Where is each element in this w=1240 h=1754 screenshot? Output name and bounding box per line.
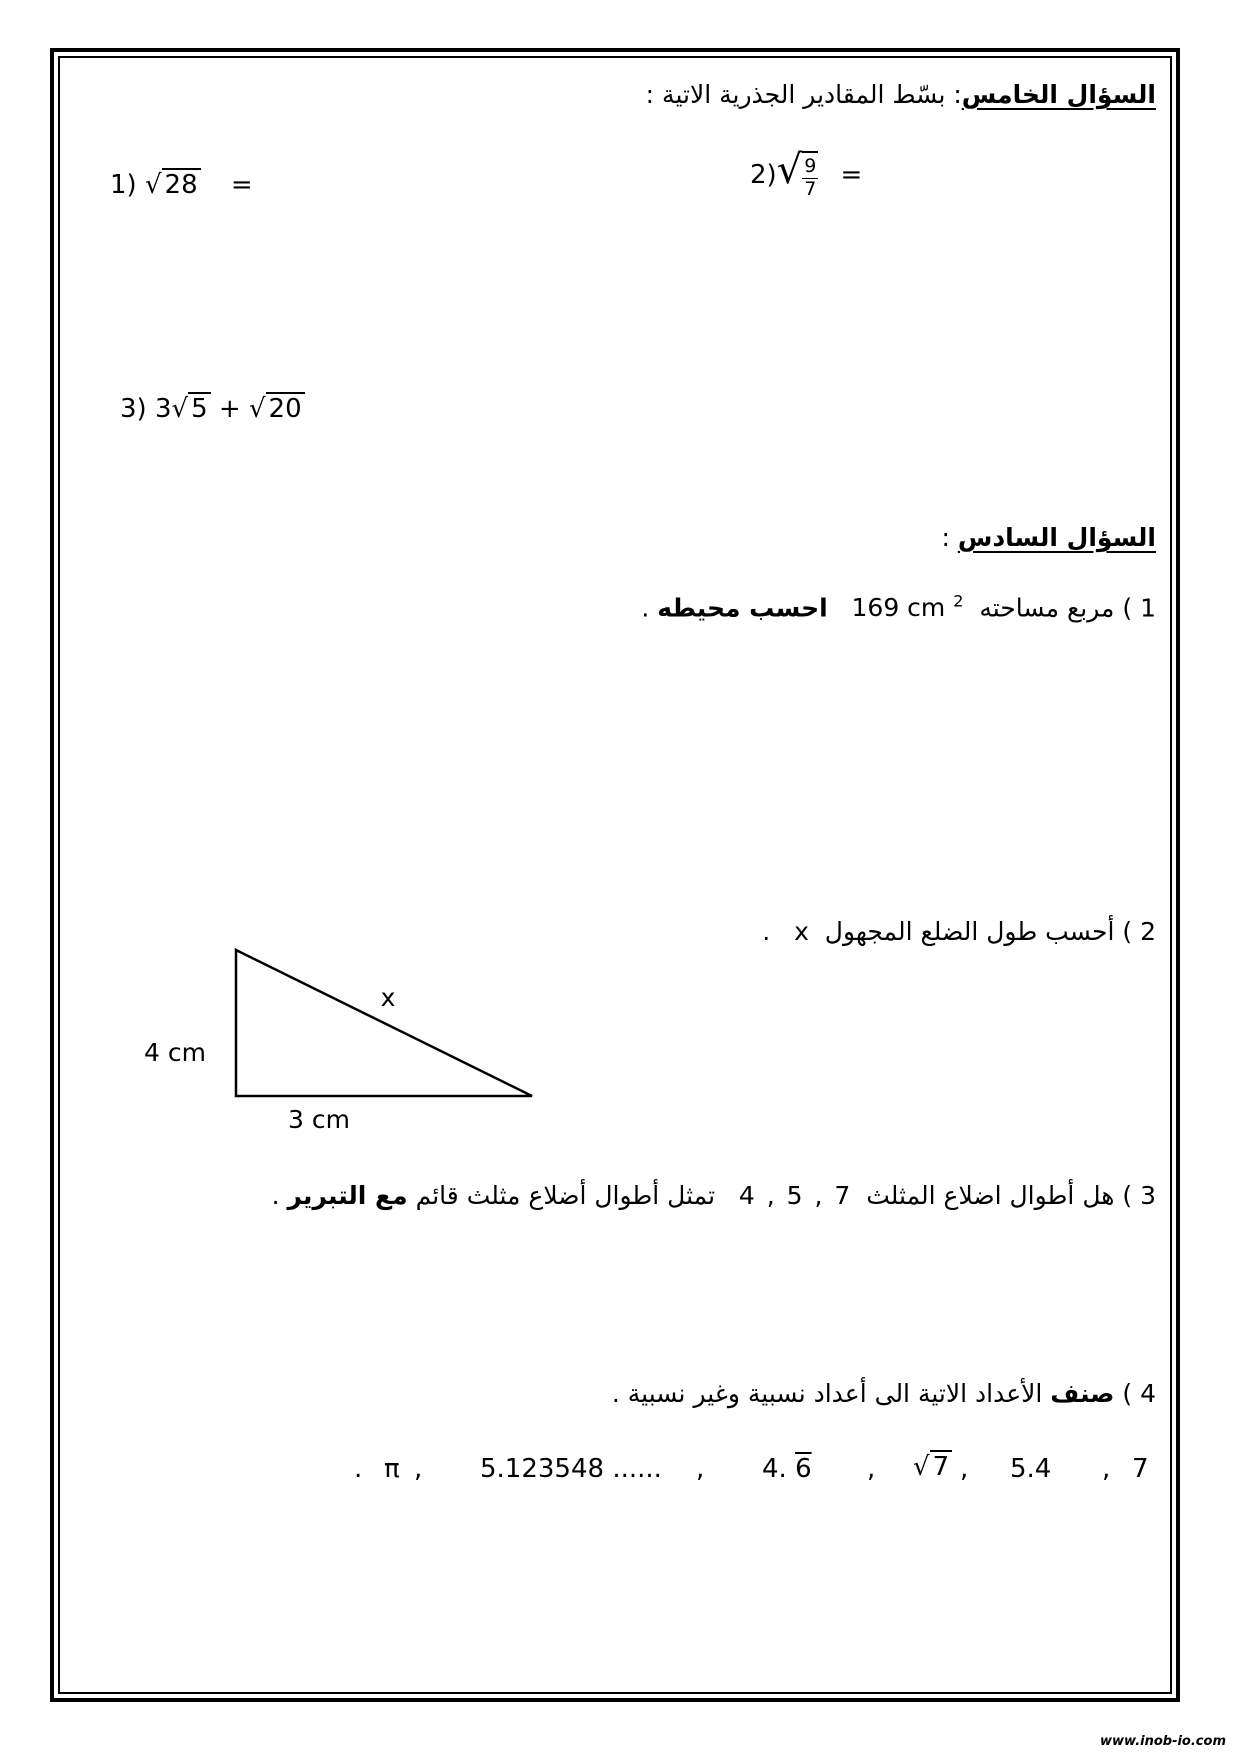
right-triangle-diagram bbox=[130, 940, 550, 1160]
sqrt-symbol: √ 20 bbox=[249, 392, 305, 423]
number-separator: , bbox=[960, 1454, 969, 1484]
q5-item-3-plus: + bbox=[218, 394, 241, 424]
number-decimal-long: 5.123548 ...... bbox=[480, 1454, 662, 1484]
number-separator: , bbox=[414, 1454, 423, 1484]
sqrt-symbol: √ bbox=[776, 147, 803, 193]
q5-heading: السؤال الخامس bbox=[961, 80, 1156, 109]
number-integer: 7 bbox=[1132, 1454, 1149, 1484]
footer-site: www.inob-io.com bbox=[1100, 1734, 1226, 1749]
q5-item-2-numerator: 9 bbox=[804, 154, 817, 177]
q6-part-2-end: . bbox=[762, 917, 771, 946]
q5-item-2 bbox=[750, 147, 863, 200]
number-repeating-int: 4. bbox=[762, 1454, 787, 1484]
q6-part-4-bold: صنف bbox=[1050, 1379, 1115, 1408]
number-repeating-decimal bbox=[762, 1454, 812, 1484]
q5-item-3-label: 3) bbox=[120, 394, 147, 424]
q6-part-2 bbox=[762, 919, 1156, 944]
q6-part-1-bold: احسب محيطه bbox=[657, 593, 828, 623]
triangle-base-label: 3 cm bbox=[288, 1105, 350, 1134]
q6-part-1-value: 169 cm bbox=[851, 593, 946, 623]
q5-item-2-equals: = bbox=[840, 160, 863, 190]
number-sqrt: √ 7 bbox=[913, 1450, 952, 1482]
q6-part-3-sides: 4 , 5 , 7 bbox=[738, 1181, 851, 1210]
q6-part-3-text-b: تمثل أطوال أضلاع مثلث قائم bbox=[415, 1181, 716, 1210]
number-separator: , bbox=[696, 1454, 705, 1484]
q5-item-1-label: 1) bbox=[110, 170, 137, 200]
q6-part-3-end: . bbox=[271, 1181, 280, 1210]
sqrt-symbol: √ 28 bbox=[145, 168, 201, 199]
number-separator: , bbox=[867, 1454, 876, 1484]
number-decimal-short: 5.4 bbox=[1010, 1454, 1052, 1484]
q5-item-1-equals: = bbox=[230, 170, 253, 200]
q6-part-1-end: . bbox=[641, 593, 650, 623]
q6-part-2-text: أحسب طول الضلع المجهول bbox=[824, 917, 1115, 946]
number-repeating-digit: 6 bbox=[795, 1454, 812, 1484]
q5-heading-line bbox=[646, 82, 1156, 107]
q6-part-2-num: 2 ) bbox=[1122, 917, 1156, 946]
triangle-shape bbox=[236, 950, 532, 1096]
q5-item-3-radicand-a: 5 bbox=[188, 392, 211, 423]
q6-part-3-text-a: هل أطوال اضلاع المثلث bbox=[866, 1181, 1115, 1210]
q6-part-3-num: 3 ) bbox=[1122, 1181, 1156, 1210]
q6-part-1-value-group bbox=[852, 593, 964, 622]
q5-item-2-denominator: 7 bbox=[804, 177, 817, 200]
q6-part-1-exp: 2 bbox=[953, 592, 964, 611]
number-sqrt-radicand: 7 bbox=[930, 1450, 953, 1481]
number-pi: π bbox=[384, 1454, 400, 1484]
q5-item-2-fraction bbox=[802, 151, 818, 201]
q5-item-1 bbox=[110, 168, 253, 199]
triangle-hypotenuse-label: x bbox=[380, 983, 396, 1012]
number-separator: , bbox=[1102, 1454, 1111, 1484]
sqrt-symbol: √ 5 bbox=[172, 392, 211, 423]
q5-instruction: : بسّط المقادير الجذرية الاتية : bbox=[645, 80, 962, 109]
q6-heading-line bbox=[941, 525, 1156, 550]
q6-heading: السؤال السادس bbox=[957, 523, 1156, 552]
q5-item-1-radicand: 28 bbox=[162, 168, 201, 199]
q6-part-4-text: الأعداد الاتية الى أعداد نسبية وغير نسبية bbox=[627, 1379, 1043, 1408]
q6-part-2-var: x bbox=[794, 917, 809, 946]
q6-part-1 bbox=[641, 592, 1156, 623]
q6-part-4-end: . bbox=[611, 1379, 620, 1408]
q5-item-3-radicand-b: 20 bbox=[266, 392, 305, 423]
q6-part-3 bbox=[272, 1183, 1156, 1208]
q6-heading-suffix: : bbox=[941, 523, 958, 552]
number-list bbox=[340, 1446, 1160, 1486]
q5-item-3 bbox=[120, 392, 305, 423]
q6-part-3-bold: مع التبرير bbox=[287, 1181, 408, 1210]
q6-part-4 bbox=[612, 1381, 1156, 1406]
q6-part-1-num: 1 ) bbox=[1122, 593, 1156, 623]
q5-item-2-label: 2) bbox=[750, 160, 777, 190]
q5-item-3-coef: 3 bbox=[154, 394, 172, 424]
triangle-height-label: 4 cm bbox=[144, 1038, 206, 1067]
q6-part-4-num: 4 ) bbox=[1122, 1379, 1156, 1408]
q6-part-1-text: مربع مساحته bbox=[979, 593, 1115, 623]
number-lead-dot: . bbox=[354, 1454, 363, 1484]
